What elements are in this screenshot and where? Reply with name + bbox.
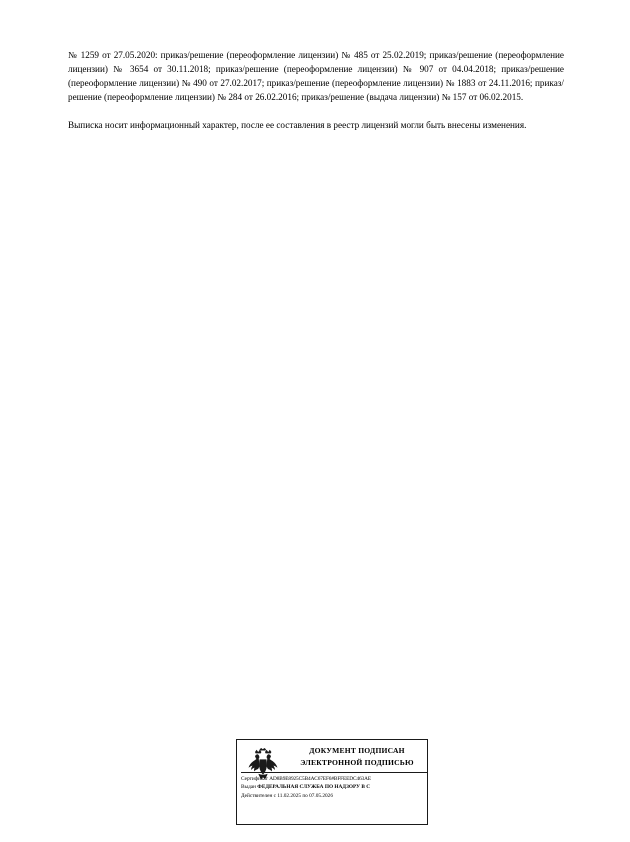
stamp-issuer-label: Выдан bbox=[241, 784, 258, 791]
paragraph-disclaimer: Выписка носит информационный характер, после ее составления в реестр лицензий могли быть внесены изменения. bbox=[68, 120, 527, 131]
stamp-certificate-value: AD8B9E8925C5B4AC67EF6#BFFEEDC463AE bbox=[269, 775, 371, 782]
stamp-validity-line bbox=[241, 792, 427, 801]
document-body bbox=[68, 48, 564, 132]
stamp-issuer-value: ФЕДЕРАЛЬНАЯ СЛУЖБА ПО НАДЗОРУ В С bbox=[257, 784, 371, 791]
stamp-certificate-line bbox=[241, 775, 427, 784]
stamp-validity-label: Действителен с bbox=[241, 793, 278, 799]
stamp-divider bbox=[241, 772, 427, 773]
stamp-certificate-label: Сертификат bbox=[241, 775, 270, 782]
stamp-validity-value: 11.02.2025 по 07.05.2026 bbox=[277, 793, 333, 799]
paragraph-licenses: № 1259 от 27.05.2020: приказ/решение (переоформление лицензии) № 485 от 25.02.2019; приказ/решение (переоформление лицензии) № 3654 от 30.11.2018; приказ/решение (переоформление лицензии) № 907 от 04.04.2018; приказ/решение (переоформление лицензии) № 490 от 27.02.2017; приказ/решение (переоформление лицензии) № 1883 от 24.11.2016; приказ/решение (переоформление лицензии) № 284 от 26.02.2016; приказ/решение (выдача лицензии) № 157 от 06.02.2015. bbox=[68, 50, 564, 103]
stamp-title-line2: ЭЛЕКТРОННОЙ ПОДПИСЬЮ bbox=[300, 758, 414, 768]
stamp-details bbox=[241, 775, 427, 801]
stamp-title-line1: ДОКУМЕНТ ПОДПИСАН bbox=[309, 746, 405, 755]
stamp-content bbox=[241, 743, 427, 822]
electronic-signature-stamp bbox=[236, 739, 428, 825]
stamp-issuer-line bbox=[241, 783, 427, 792]
